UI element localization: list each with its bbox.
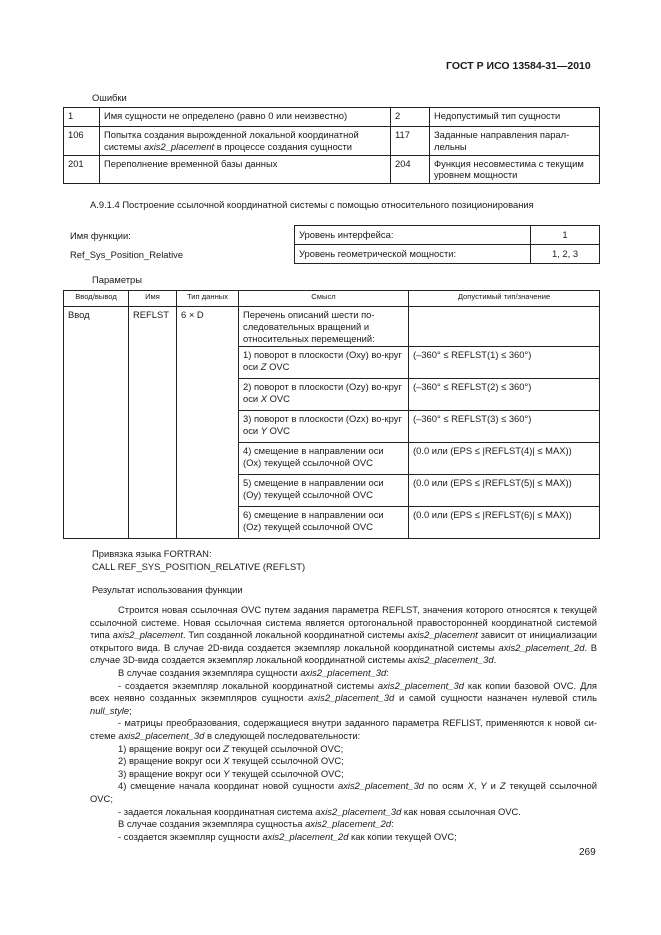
list-item: 3) вращение вокруг оси Y текущей ссылочной OVC;	[118, 767, 344, 779]
param-value: (–360° ≤ REFLST(3) ≤ 360°)	[409, 411, 600, 443]
param-meaning: 5) смещение в направлении оси (Oy) текущей ссылочной OVC	[239, 475, 409, 507]
param-meaning: 3) поворот в плоскости (Ozx) во-круг оси Y OVC	[239, 411, 409, 443]
function-name-label: Имя функции:	[70, 230, 131, 241]
result-title: Результат использования функции	[92, 584, 243, 595]
paragraph: - создается экземпляр сущности axis2_placement_2d как копии текущей OVC;	[118, 830, 457, 842]
table-row	[64, 155, 600, 184]
error-message: Переполнение временной базы данных	[100, 155, 391, 184]
param-meaning: 6) смещение в направлении оси (Oz) текущей ссылочной OVC	[239, 507, 409, 539]
paragraph: В случае создания экземпляра сущностьа axis2_placement_2d:	[118, 818, 394, 830]
list-item: 2) вращение вокруг оси X текущей ссылочной OVC;	[118, 755, 344, 767]
error-message: Имя сущности не определено (равно 0 или неизвестно)	[100, 108, 391, 127]
param-type: 6 × D	[177, 307, 239, 539]
standard-header: ГОСТ Р ИСО 13584-31—2010	[446, 60, 591, 72]
param-value: (–360° ≤ REFLST(1) ≤ 360°)	[409, 347, 600, 379]
error-message: Недопустимый тип сущности	[430, 108, 600, 127]
page-number: 269	[579, 847, 596, 858]
result-body	[90, 604, 597, 843]
section-title: A.9.1.4 Построение ссылочной координатной системы с помощью относительного позиционирования	[90, 199, 534, 210]
error-code: 106	[64, 127, 100, 156]
error-message: Функция несовместима с текущим уровнем мощности	[430, 155, 600, 184]
table-row	[64, 127, 600, 156]
column-header: Тип данных	[177, 291, 239, 307]
param-name: REFLST	[129, 307, 177, 539]
error-message: Попытка создания вырожденной локальной координатной системы axis2_placement в процессе создания сущности	[100, 127, 391, 156]
errors-table	[63, 107, 600, 184]
list-item: 4) смещение начала координат новой сущности axis2_placement_3d по осям X, Y и Z текущей ссылочной OVC;	[90, 780, 598, 804]
column-header: Смысл	[239, 291, 409, 307]
error-code: 1	[64, 108, 100, 127]
paragraph: - создается экземпляр локальной координатной системы axis2_placement_3d как копии базовой OVC. Для всех неявно созданных экземпляров сущности axis2_placement_3d и самой сущности назначен нулевой стиль null_style;	[90, 679, 597, 716]
param-meaning: 1) поворот в плоскости (Oxy) во-круг оси Z OVC	[239, 347, 409, 379]
power-level-value: 1, 2, 3	[531, 245, 600, 264]
column-header: Допустимый тип/значение	[409, 291, 600, 307]
interface-level-value: 1	[531, 226, 600, 245]
table-row	[64, 307, 600, 347]
paragraph: - задается локальная координатная система axis2_placement_3d как новая ссылочная OVC.	[118, 805, 521, 817]
paragraph: В случае создания экземпляра сущности axis2_placement_3d:	[118, 666, 389, 678]
param-value: (0.0 или (EPS ≤ |REFLST(5)| ≤ MAX))	[409, 475, 600, 507]
error-message: Заданные направления парал-лельны	[430, 127, 600, 156]
column-header: Ввод/вывод	[64, 291, 129, 307]
fortran-call: CALL REF_SYS_POSITION_RELATIVE (REFLST)	[92, 561, 306, 572]
column-header: Имя	[129, 291, 177, 307]
interface-level-label: Уровень интерфейса:	[295, 226, 531, 245]
error-code: 201	[64, 155, 100, 184]
param-value: (0.0 или (EPS ≤ |REFLST(6)| ≤ MAX))	[409, 507, 600, 539]
param-value	[409, 307, 600, 347]
param-meaning: 4) смещение в направлении оси (Ox) текущей ссылочной OVC	[239, 443, 409, 475]
error-code: 117	[391, 127, 430, 156]
function-name-value: Ref_Sys_Position_Relative	[70, 249, 184, 260]
error-code: 204	[391, 155, 430, 184]
param-meaning: Перечень описаний шести по-следовательных вращений и относительных перемещений:	[239, 307, 409, 347]
power-level-label: Уровень геометрической мощности:	[295, 245, 531, 264]
param-value: (–360° ≤ REFLST(2) ≤ 360°)	[409, 379, 600, 411]
error-code: 2	[391, 108, 430, 127]
paragraph: - матрицы преобразования, содержащиеся внутри заданного параметра REFLIST, применяются к новой си-стеме axis2_placement_3d в следующей последовательности:	[90, 717, 597, 741]
list-item: 1) вращение вокруг оси Z текущей ссылочной OVC;	[118, 742, 344, 754]
param-io: Ввод	[64, 307, 129, 539]
function-levels-table	[294, 225, 600, 264]
param-value: (0.0 или (EPS ≤ |REFLST(4)| ≤ MAX))	[409, 443, 600, 475]
fortran-title: Привязка языка FORTRAN:	[92, 548, 212, 559]
params-title: Параметры	[92, 274, 142, 285]
paragraph: Строится новая ссылочная OVC путем задания параметра REFLST, значения которого относятся к текущей ссылочной системе. Новая ссылочная система является ортогональной правосторонней координатной системой типа axis2_placement. Тип созданной локальной координатной системы axis2_placement зависит от инициализации открытого вида. В случае 2D-вида создается экземпляр локальной координатной системы axis2_placement_2d. В случае 3D-вида создается экземпляр локальной координатной системы axis2_placement_3d.	[90, 604, 597, 666]
param-meaning: 2) поворот в плоскости (Ozy) во-круг оси X OVC	[239, 379, 409, 411]
table-row	[64, 108, 600, 127]
params-table	[63, 290, 600, 539]
errors-title: Ошибки	[92, 92, 127, 103]
